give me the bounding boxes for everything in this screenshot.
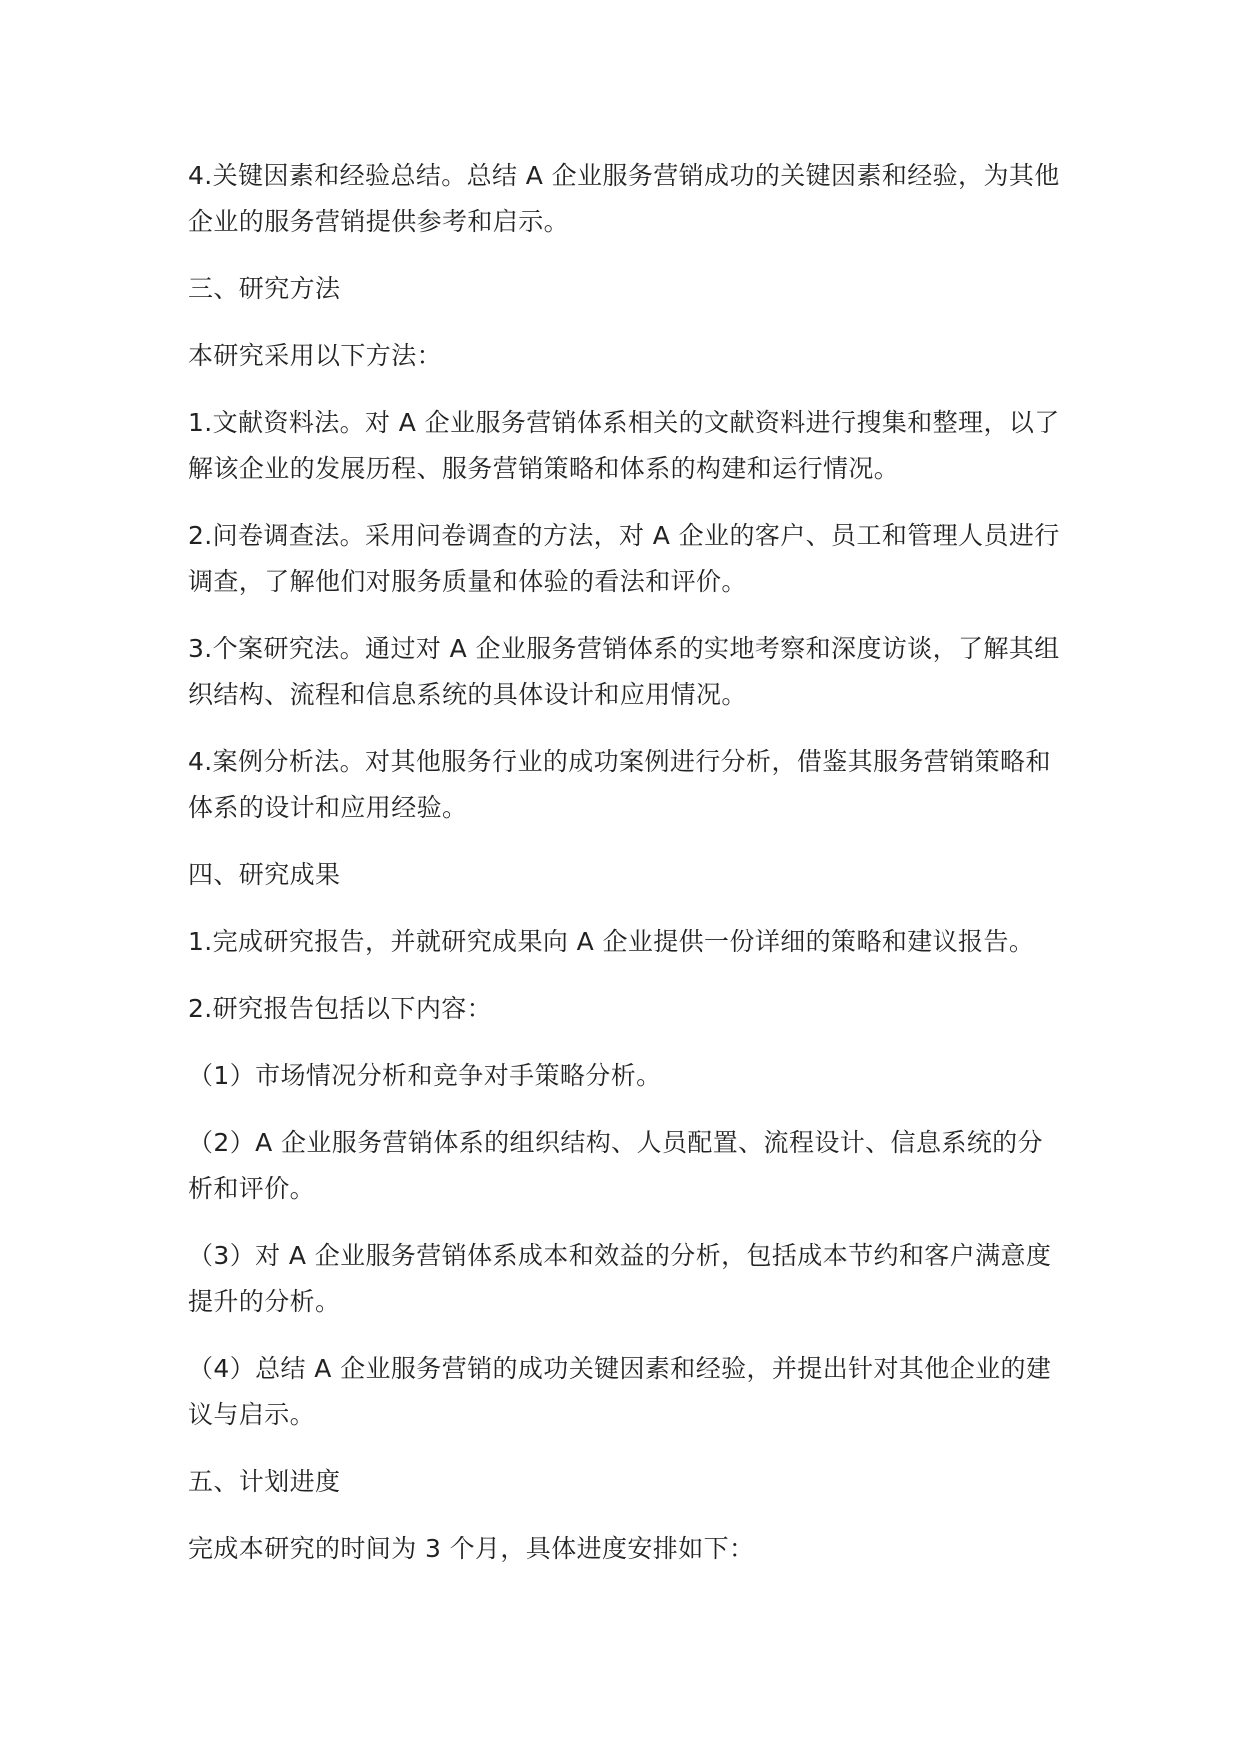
list-item-cost-benefit: （3）对 A 企业服务营销体系成本和效益的分析，包括成本节约和客户满意度提升的分析。 (188, 1241, 1052, 1316)
paragraph-report-contents: 2.研究报告包括以下内容： (188, 994, 493, 1023)
paragraph-key-factors: 4.关键因素和经验总结。总结 A 企业服务营销成功的关键因素和经验，为其他企业的服务营销提供参考和启示。 (188, 161, 1060, 236)
section-heading-research-results: 四、研究成果 (188, 860, 341, 889)
paragraph-methods-intro: 本研究采用以下方法： (188, 341, 443, 370)
list-item-market-analysis: （1）市场情况分析和竞争对手策略分析。 (188, 1061, 662, 1090)
document-body (188, 153, 1068, 1593)
list-item-system-analysis: （2）A 企业服务营销体系的组织结构、人员配置、流程设计、信息系统的分析和评价。 (188, 1128, 1043, 1203)
section-heading-research-methods: 三、研究方法 (188, 274, 341, 303)
paragraph-result-report: 1.完成研究报告，并就研究成果向 A 企业提供一份详细的策略和建议报告。 (188, 927, 1035, 956)
list-item-key-factors-summary: （4）总结 A 企业服务营销的成功关键因素和经验，并提出针对其他企业的建议与启示。 (188, 1354, 1052, 1429)
paragraph-case-study-method: 3.个案研究法。通过对 A 企业服务营销体系的实地考察和深度访谈，了解其组织结构、流程和信息系统的具体设计和应用情况。 (188, 634, 1060, 709)
section-heading-schedule: 五、计划进度 (188, 1467, 341, 1496)
paragraph-case-analysis-method: 4.案例分析法。对其他服务行业的成功案例进行分析，借鉴其服务营销策略和体系的设计和应用经验。 (188, 747, 1051, 822)
paragraph-literature-method: 1.文献资料法。对 A 企业服务营销体系相关的文献资料进行搜集和整理，以了解该企业的发展历程、服务营销策略和体系的构建和运行情况。 (188, 408, 1060, 483)
paragraph-survey-method: 2.问卷调查法。采用问卷调查的方法，对 A 企业的客户、员工和管理人员进行调查，了解他们对服务质量和体验的看法和评价。 (188, 521, 1060, 596)
paragraph-schedule-intro: 完成本研究的时间为 3 个月，具体进度安排如下： (188, 1534, 755, 1563)
